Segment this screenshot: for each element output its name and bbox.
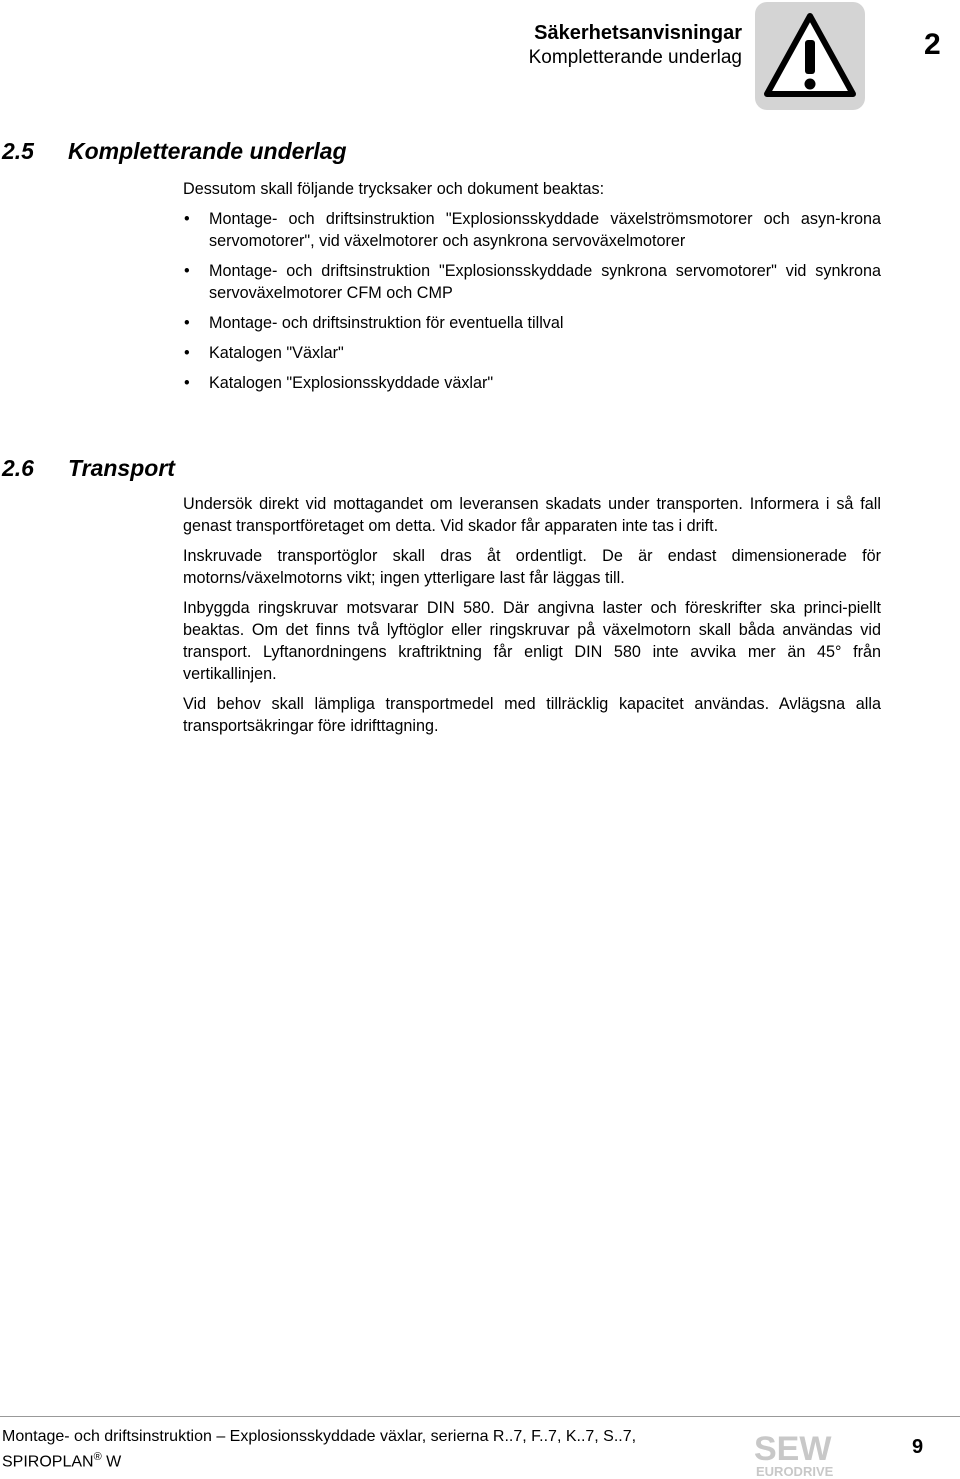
warning-icon-box — [755, 2, 865, 110]
intro-text: Dessutom skall följande trycksaker och dokument beaktas: — [183, 180, 605, 198]
paragraph: Vid behov skall lämpliga transportmedel med tillräcklig kapacitet användas. Avlägsna alla transportsäkringar före idrifttagning. — [183, 695, 881, 735]
bullet-icon: • — [184, 374, 190, 392]
footer-divider — [0, 1416, 960, 1417]
footer-doc-title — [2, 1426, 636, 1472]
paragraph: Undersök direkt vid mottagandet om leveransen skadats under transporten. Informera i så fall genast transportföretaget om detta. Vid skador får apparaten inte tas i drift. — [183, 495, 881, 535]
list-item: • Katalogen "Explosionsskyddade växlar" — [184, 374, 494, 392]
footer-line-1: Montage- och driftsinstruktion – Explosionsskyddade växlar, serierna R..7, F..7, K..7, S..7, — [2, 1428, 637, 1445]
running-header — [342, 22, 742, 71]
sew-eurodrive-logo — [752, 1430, 858, 1478]
bullet-icon: • — [184, 344, 190, 362]
list-item: • Montage- och driftsinstruktion för eventuella tillval — [184, 314, 564, 332]
logo-main-text: SEW — [754, 1430, 832, 1468]
section-heading-2-6 — [2, 455, 175, 482]
section-heading-2-5 — [2, 138, 347, 165]
list-item: • Montage- och driftsinstruktion "Explosionsskyddade synkrona servomotorer" vid synkrona servoväxelmotorer CFM och CMP — [184, 262, 881, 302]
page-number: 9 — [912, 1436, 924, 1458]
document-list — [183, 208, 881, 394]
list-item: • Katalogen "Växlar" — [184, 344, 344, 362]
paragraph: Inbyggda ringskruvar motsvarar DIN 580. Där angivna laster och föreskrifter ska princi-piellt beaktas. Om det finns två lyftöglor eller ringskruvar på växelmotorn skall båda användas vid transport. Lyftanordningens kraftriktning får enligt DIN 580 inte avvika mer än 45° från vertikallinjen. — [183, 599, 881, 683]
bullet-icon: • — [184, 210, 190, 228]
warning-triangle-icon — [755, 2, 865, 110]
section-number: 2.5 — [2, 138, 34, 164]
section-number: 2.6 — [2, 455, 34, 481]
header-subtitle: Kompletterande underlag — [528, 47, 742, 68]
paragraph: Inskruvade transportöglor skall dras åt ordentligt. De är endast dimensionerade för motorns/växelmotorns vikt; ingen ytterligare last får läggas till. — [183, 547, 881, 587]
section-2-6-body — [183, 493, 881, 745]
bullet-icon: • — [184, 262, 190, 280]
section-title: Kompletterande underlag — [68, 138, 347, 164]
chapter-number: 2 — [924, 28, 941, 61]
logo-sub-text: EURODRIVE — [756, 1464, 834, 1478]
bullet-icon: • — [184, 314, 190, 332]
header-title: Säkerhetsanvisningar — [534, 22, 742, 44]
footer-line-2: SPIROPLAN® W — [2, 1451, 122, 1471]
list-item: • Montage- och driftsinstruktion "Explosionsskyddade växelströmsmotorer och asyn-krona servomotorer", vid växelmotorer och asynkrona servoväxelmotorer — [184, 210, 881, 250]
section-2-5-body — [183, 178, 881, 402]
registered-mark: ® — [93, 1451, 102, 1463]
section-title: Transport — [68, 455, 175, 481]
